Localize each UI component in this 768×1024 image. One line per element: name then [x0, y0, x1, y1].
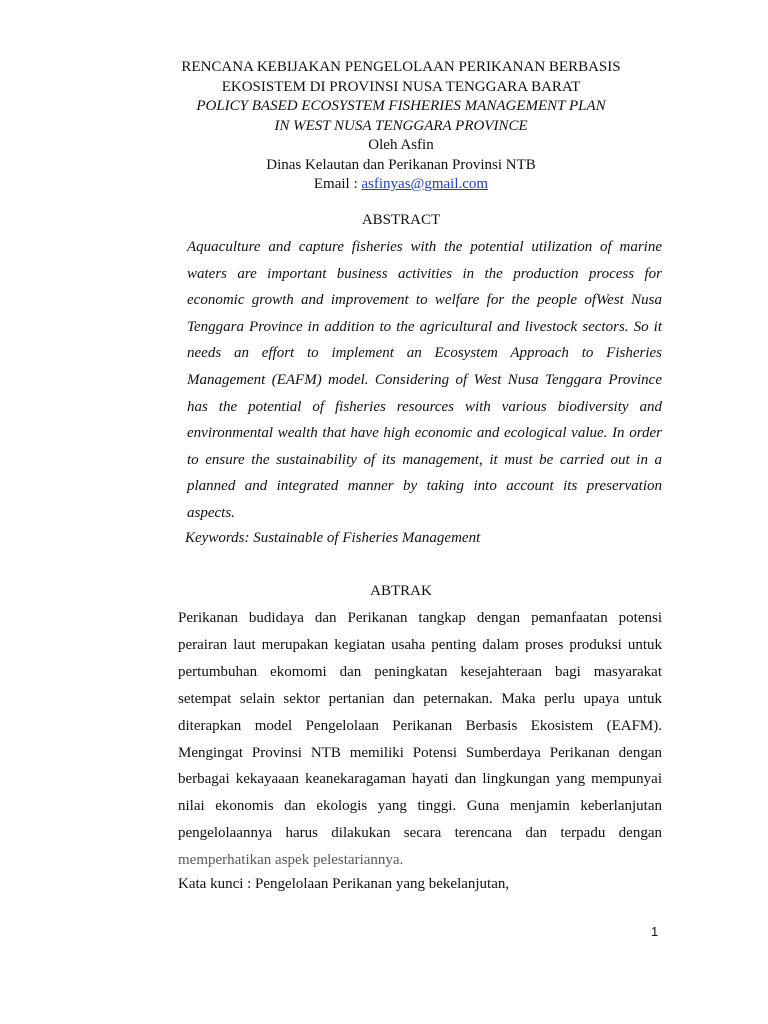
title-english-line1: POLICY BASED ECOSYSTEM FISHERIES MANAGEMENT PLAN: [196, 98, 606, 114]
abtrak-heading: ABTRAK: [370, 583, 432, 599]
abstract-body: Aquaculture and capture fisheries with the potential utilization of marine waters are important business activities in the production process for economic growth and improvement to welfare for the people ofWest Nusa Tenggara Province in addition to the agricultural and livestock sectors. So it needs an effort to implement an Ecosystem Approach to Fisheries Management (EAFM) model. Considering of West Nusa Tenggara Province has the potential of fisheries resources with various biodiversity and environmental wealth that have high economic and ecological value. In order to ensure the sustainability of its management, it must be carried out in a planned and integrated manner by taking into account its preservation aspects.: [187, 239, 662, 521]
email-link[interactable]: asfinyas@gmail.com: [361, 176, 489, 192]
title-indonesian-line2: EKOSISTEM DI PROVINSI NUSA TENGGARA BARAT: [221, 78, 581, 95]
author-name: Oleh Asfin: [368, 137, 434, 153]
abtrak-body: [178, 605, 662, 874]
title-english-line2: IN WEST NUSA TENGGARA PROVINCE: [274, 117, 528, 134]
page-number: 1: [651, 924, 659, 939]
abtrak-body-text: Perikanan budidaya dan Perikanan tangkap dengan pemanfaatan potensi perairan laut merupakan kegiatan usaha penting dalam proses produksi untuk pertumbuhan ekomomi dan peningkatan kesejahteraan bagi masyarakat setempat selain sektor pertanian dan peternakan. Maka perlu upaya untuk diterapkan model Pengelolaan Perikanan Berbasis Ekosistem (EAFM). Mengingat Provinsi NTB memiliki Potensi Sumberdaya Perikanan dengan berbagai kekayaaan keanekaragaman hayati dan lingkungan yang mempunyai nilai ekonomis dan ekologis yang tinggi. Guna menjamin keberlanjutan pengelolaannya harus dilakukan secara terencana dan terpadu dengan: [178, 610, 662, 842]
email-line: [0, 175, 768, 195]
title-indonesian-line1: RENCANA KEBIJAKAN PENGELOLAAN PERIKANAN BERBASIS: [181, 59, 621, 75]
paper-header: [0, 58, 768, 195]
abstract-heading: ABSTRACT: [361, 212, 441, 228]
email-label: Email :: [313, 176, 362, 192]
abtrak-body-end: memperhatikan aspek pelestariannya.: [178, 852, 404, 869]
abstract-keywords: Keywords: Sustainable of Fisheries Management: [185, 530, 481, 546]
abtrak-keywords: Kata kunci : Pengelolaan Perikanan yang bekelanjutan,: [178, 876, 510, 892]
author-affiliation: Dinas Kelautan dan Perikanan Provinsi NTB: [266, 156, 536, 173]
